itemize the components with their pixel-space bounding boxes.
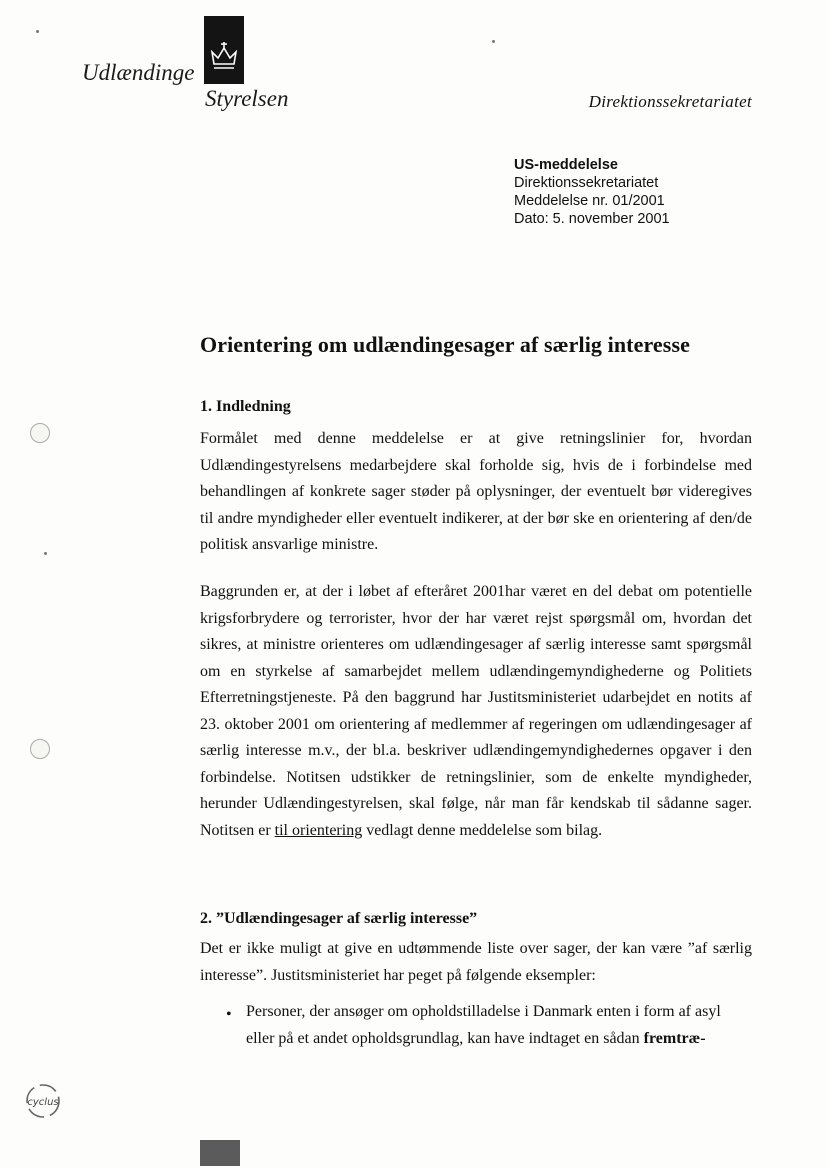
section-2-paragraph-1: Det er ikke muligt at give en udtømmende liste over sager, der kan være ”af særlig interesse”. Justitsministeriet har peget på følgende eksempler: <box>200 940 752 984</box>
recycle-icon <box>24 1082 62 1120</box>
bullet-icon: • <box>226 1006 232 1023</box>
section-1-paragraph-2 <box>200 579 752 844</box>
meta-date: Dato: 5. november 2001 <box>514 211 670 227</box>
speck <box>492 40 495 43</box>
document-meta <box>514 156 670 228</box>
punch-hole-bottom <box>30 739 50 759</box>
section-1-heading: 1. Indledning <box>200 398 291 415</box>
punch-hole-top <box>30 423 50 443</box>
bullet-item-1 <box>246 999 752 1052</box>
orientation-link[interactable]: til orientering <box>274 821 363 839</box>
paragraph-2-end: vedlagt denne meddelelse som bilag. <box>362 821 603 839</box>
meta-department: Direktionssekretariatet <box>514 175 659 191</box>
paragraph-2-text: Baggrunden er, at der i løbet af efteråret 2001har været en del debat om potentielle krigsforbrydere og terrorister, hvor der har været rejst spørgsmål om, hvordan det sikres, at ministre orienteres om udlændingesager af særlig interesse samt spørgsmål om en styrkelse af samarbejdet mellem udlændingemyndighederne og Politiets Efterretningstjeneste. På den baggrund har Justitsministeriet udarbejdet en notits af 23. oktober 2001 om orientering af medlemmer af regeringen om udlændingesager af særlig interesse m.v., der bl.a. beskriver udlændingemyndighedernes opgaver i den forbindelse. Notitsen udstikker de retningslinier, som de enkelte myndigheder, herunder Udlændingestyrelsen, skal følge, når man får kendskab til sådanne sager. Notitsen er <box>200 583 752 839</box>
meta-type: US-meddelelse <box>514 157 618 173</box>
section-1-paragraph-1: Formålet med denne meddelelse er at give retningslinier for, hvordan Udlændingestyrelsens medarbejdere skal forholde sig, hvis de i forbindelse med behandlingen af konkrete sager støder på oplysninger, der eventuelt bør videregives til andre myndigheder eller eventuelt indikerer, at der bør ske en orientering af den/de politisk ansvarlige ministre. <box>200 430 752 553</box>
logo-text-styrelsen: Styrelsen <box>205 86 289 111</box>
document-title: Orientering om udlændingesager af særlig interesse <box>200 332 690 357</box>
logo-text-udlaendinge: Udlændinge <box>82 60 195 85</box>
section-2-heading: 2. ”Udlændingesager af særlig interesse” <box>200 910 478 927</box>
recycle-label: cyclus <box>27 1097 59 1108</box>
speck <box>44 552 47 555</box>
bullet-item-bold: fremtræ- <box>643 1029 706 1047</box>
meta-number: Meddelelse nr. 01/2001 <box>514 193 665 209</box>
department-heading: Direktionssekretariatet <box>588 92 752 111</box>
footer-bar <box>200 1140 240 1166</box>
bullet-item-text: Personer, der ansøger om opholdstilladelse i Danmark enten i form af asyl eller på et andet opholdsgrundlag, kan have indtaget en sådan <box>246 1003 721 1047</box>
speck <box>36 30 39 33</box>
crown-logo-icon <box>204 16 244 84</box>
